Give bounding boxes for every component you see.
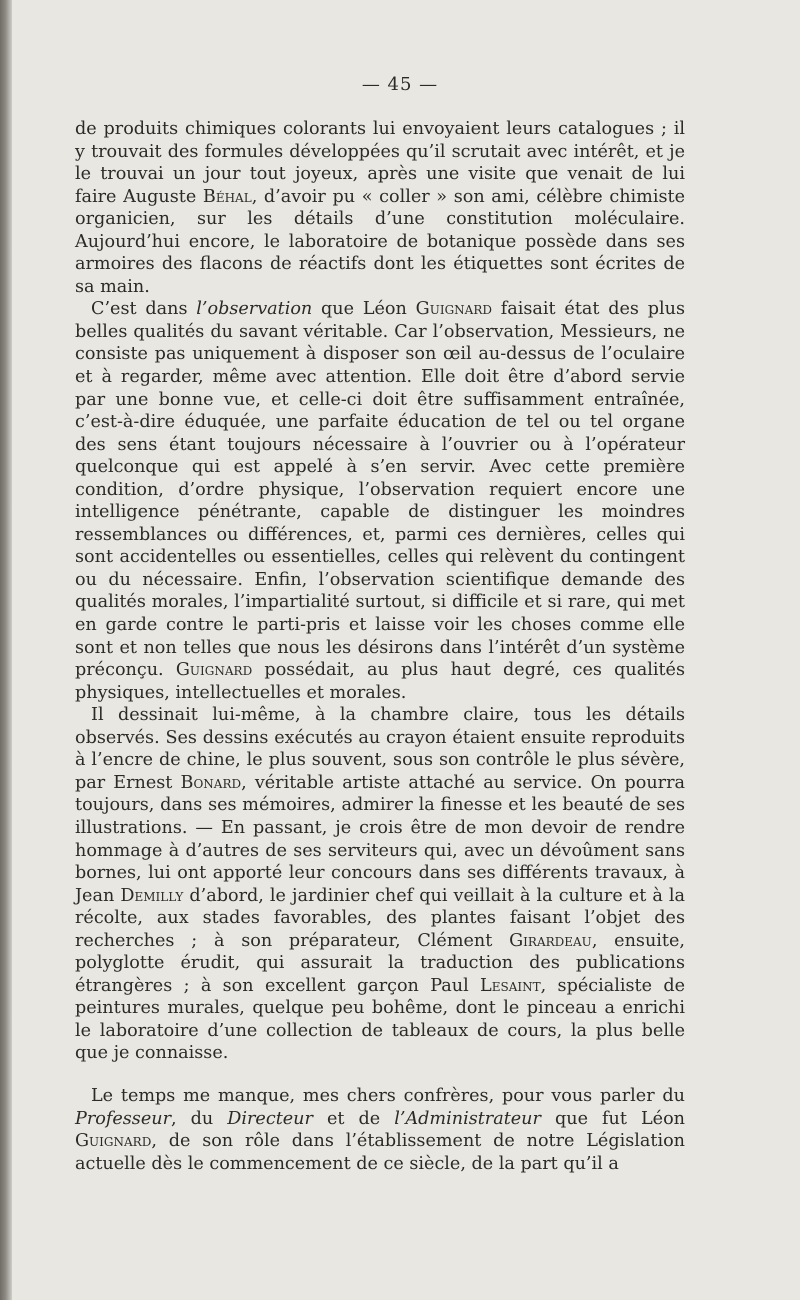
paragraph-4: [75, 1085, 685, 1175]
emphasis-directeur: Directeur: [227, 1108, 313, 1129]
body-text: [75, 118, 685, 1175]
text-run: d’abord, le jardinier chef qui veillait à la culture et à la récolte, aux stades favorables, des plantes faisant l’objet des recherches ; à son préparateur, Clément: [75, 885, 685, 951]
paragraph-2: [75, 298, 685, 704]
text-run: , de son rôle dans l’établissement de notre Législation actuelle dès le commencement de ce siècle, de la part qu’il a: [75, 1131, 685, 1174]
text-run: , ensuite, polyglotte érudit, qui assurait la traduction des publications étrangères ; à son excellent garçon Paul: [75, 930, 685, 996]
book-spine-edge: [0, 0, 12, 1300]
text-run: C’est dans: [91, 299, 197, 320]
emphasis-observation: l’observation: [196, 299, 313, 320]
text-run: faisait état des plus belles qualités du savant véritable. Car l’observation, Messieurs, ne consiste pas uniquement à disposer son œil au-dessus de l’oculaire et à regarder, même avec attention. Elle doit être d’abord servie par une bonne vue, et celle-ci doit être suffisamment entraînée, c’est-à-dire éduquée, une parfaite éducation de tel ou tel organe des sens étant toujours nécessaire à l’ouvrier ou à l’opérateur quelconque qui est appelé à s’en servir. Avec cette première condition, d’ordre physique, l’observation requiert encore une intelligence pénétrante, capable de distinguer les moindres ressemblances ou différences, et, parmi ces dernières, celles qui sont accidentelles ou essentielles, celles qui relèvent du contingent ou du nécessaire. Enfin, l’observation scientifique demande des qualités morales, l’impartialité surtout, si difficile et si rare, qui met en garde contre le parti-pris et laisse voir les choses comme elle sont et non telles que nous les désirons dans l’intérêt d’un système préconçu.: [75, 299, 685, 681]
paragraph-1: [75, 118, 685, 298]
name-guignard: Guignard: [415, 299, 492, 320]
text-run: , d’avoir pu « coller » son ami, célèbre chimiste organicien, sur les détails d’une constitution moléculaire. Aujourd’hui encore, le laboratoire de botanique possède dans ses armoires des flacons de réactifs dont les étiquettes sont écrites de sa main.: [75, 186, 685, 297]
name-behal: Béhal: [202, 186, 252, 207]
page-number: — 45 —: [361, 74, 439, 95]
text-run: , spécialiste de peintures murales, quelque peu bohême, dont le pinceau a enrichi le laboratoire d’une collection de tableaux de cours, la plus belle que je connaisse.: [75, 975, 685, 1064]
text-run: que fut Léon: [540, 1108, 686, 1129]
name-guignard: Guignard: [75, 1131, 152, 1152]
name-bonard: Bonard: [180, 772, 242, 793]
text-run: Le temps me manque, mes chers confrères, pour vous parler du: [91, 1085, 685, 1106]
text-run: , véritable artiste attaché au service. On pourra toujours, dans ses mémoires, admirer la finesse et les beauté de ses illustrations. — En passant, je crois être de mon devoir de rendre hommage à d’autres de ses serviteurs qui, avec un dévoûment sans bornes, lui ont apporté leur concours dans ses différents travaux, à Jean: [75, 772, 685, 906]
text-run: , du: [170, 1108, 228, 1129]
name-guignard: Guignard: [175, 660, 253, 681]
text-run: Il dessinait lui-même, à la chambre claire, tous les détails observés. Ses dessins exécutés au crayon étaient ensuite reproduits à l’encre de chine, le plus souvent, sous son contrôle le plus sévère, par Ernest: [75, 705, 685, 793]
text-run: et de: [312, 1108, 395, 1129]
text-run: de produits chimiques colorants lui envoyaient leurs catalogues ; il y trouvait des formules développées qu’il scrutait avec intérêt, et je le trouvai un jour tout joyeux, après une visite que venait de lui faire Auguste: [75, 119, 685, 207]
name-lesaint: Lesaint: [480, 975, 541, 996]
emphasis-professeur: Professeur: [75, 1108, 171, 1129]
text-run: que Léon: [312, 299, 416, 320]
emphasis-administrateur: l’Administrateur: [394, 1108, 541, 1129]
text-run: possédait, au plus haut degré, ces qualités physiques, intellectuelles et morales.: [75, 660, 685, 703]
name-demilly: Demilly: [120, 885, 184, 906]
paragraph-3: [75, 704, 685, 1065]
name-girardeau: Girardeau: [509, 930, 592, 951]
